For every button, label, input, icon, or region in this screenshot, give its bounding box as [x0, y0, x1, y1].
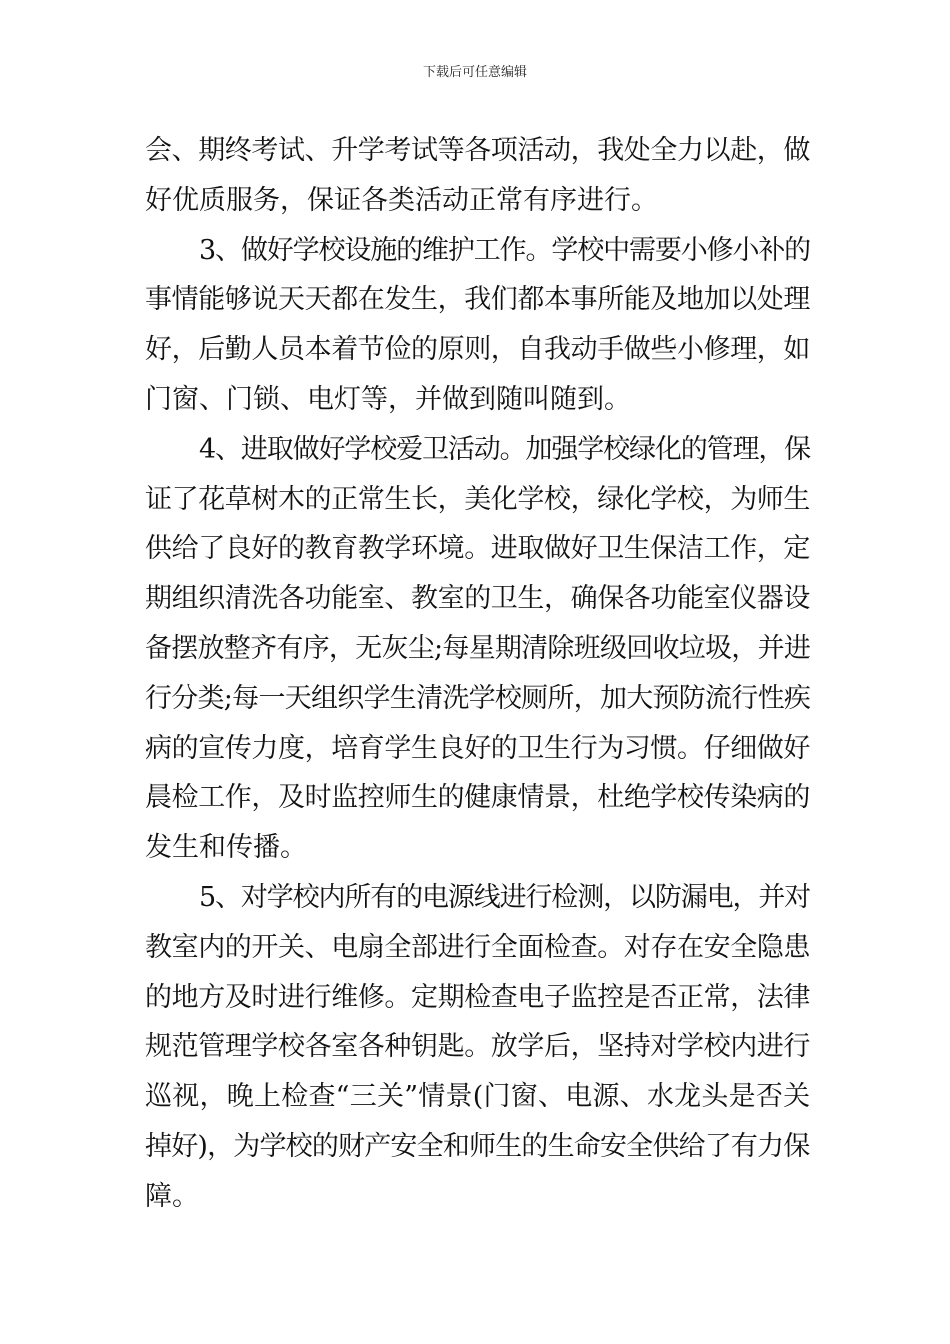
text-line: 5、对学校内所有的电源线进行检测，以防漏电，并对	[199, 881, 811, 913]
text-line: 病的宣传力度，培育学生良好的卫生行为习惯。仔细做好	[145, 732, 810, 764]
text-line: 掉好)，为学校的财产安全和师生的生命安全供给了有力保	[145, 1130, 810, 1162]
text-line: 教室内的开关、电扇全部进行全面检查。对存在安全隐患	[145, 931, 810, 963]
text-line: 好优质服务，保证各类活动正常有序进行。	[145, 184, 658, 216]
text-line: 事情能够说天天都在发生，我们都本事所能及地加以处理	[145, 284, 810, 316]
text-line: 规范管理学校各室各种钥匙。放学后，坚持对学校内进行	[145, 1031, 810, 1063]
document-body	[145, 126, 810, 1222]
text-line: 期组织清洗各功能室、教室的卫生，确保各功能室仪器设	[145, 583, 810, 615]
text-line: 晨检工作，及时监控师生的健康情景，杜绝学校传染病的	[145, 782, 810, 814]
text-line: 会、期终考试、升学考试等各项活动，我处全力以赴，做	[145, 135, 810, 166]
text-line: 3、做好学校设施的维护工作。学校中需要小修小补的	[199, 234, 811, 266]
text-line: 障。	[145, 1180, 199, 1212]
text-line: 供给了良好的教育教学环境。进取做好卫生保洁工作，定	[145, 533, 810, 565]
page-header: 下载后可任意编辑	[422, 65, 527, 80]
text-line: 巡视，晚上检查“三关”情景(门窗、电源、水龙头是否关	[145, 1081, 811, 1113]
text-line: 备摆放整齐有序，无灰尘;每星期清除班级回收垃圾，并进	[145, 632, 811, 664]
text-line: 发生和传播。	[145, 832, 307, 864]
text-line: 4、进取做好学校爱卫活动。加强学校绿化的管理，保	[199, 433, 811, 465]
text-line: 行分类;每一天组织学生清洗学校厕所，加大预防流行性疾	[145, 682, 811, 714]
text-line: 证了花草树木的正常生长，美化学校，绿化学校，为师生	[145, 483, 810, 515]
text-line: 的地方及时进行维修。定期检查电子监控是否正常，法律	[145, 981, 810, 1013]
text-line: 好，后勤人员本着节俭的原则，自我动手做些小修理，如	[145, 334, 810, 366]
text-line: 门窗、门锁、电灯等，并做到随叫随到。	[145, 383, 631, 415]
